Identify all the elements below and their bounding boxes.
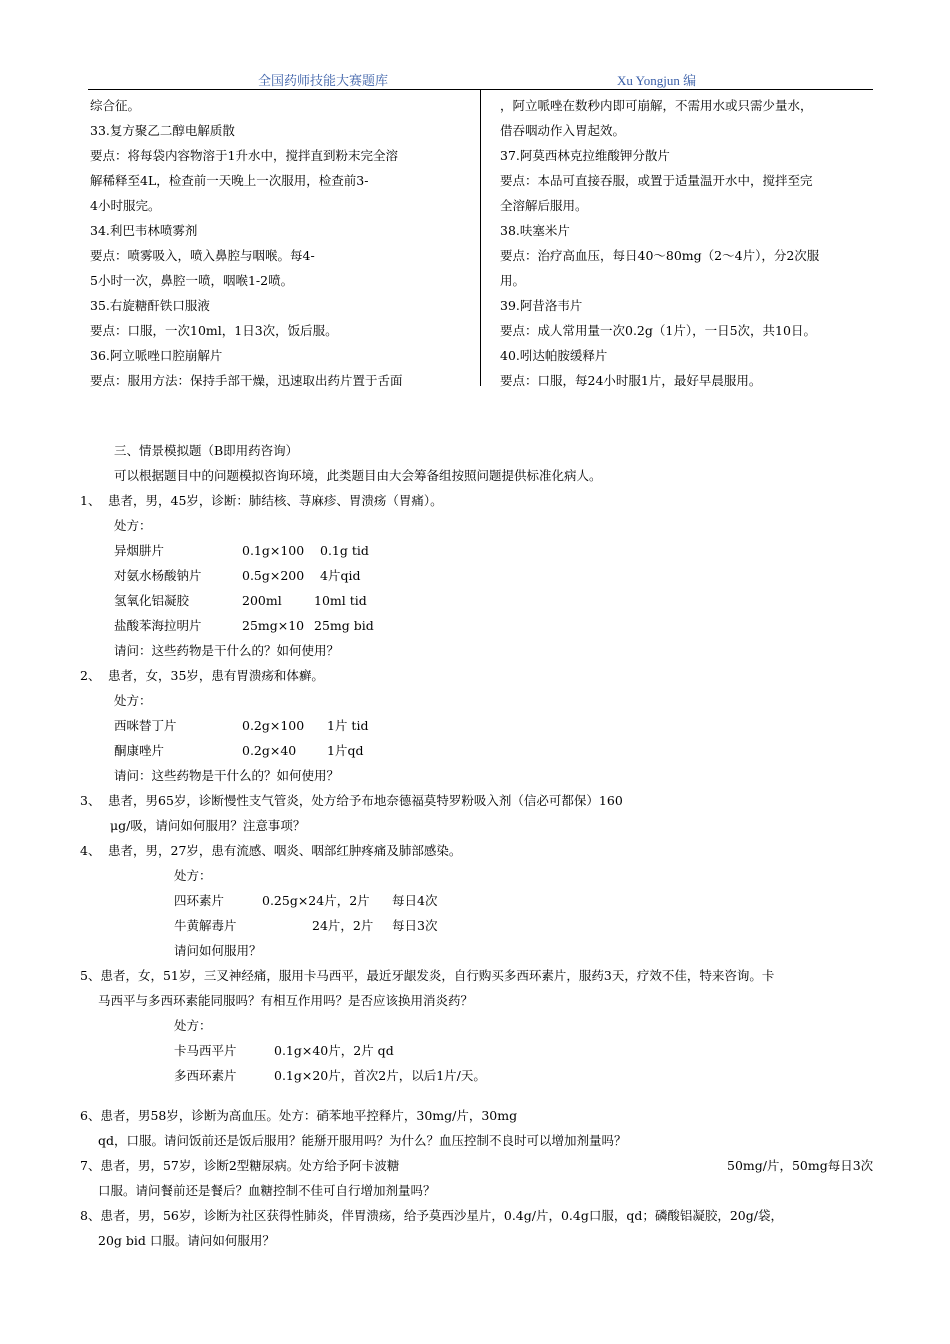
text-line: 要点：口服，每24小时服1片，最好早晨服用。 bbox=[500, 373, 762, 388]
drug-dose: 25mg bid bbox=[314, 618, 374, 633]
text-line: 用。 bbox=[500, 273, 526, 288]
drug-name: 盐酸苯海拉明片 bbox=[114, 618, 202, 633]
rx-label: 处方： bbox=[174, 868, 212, 883]
drug-dose: 4片qid bbox=[320, 568, 361, 583]
question-number: 2、 bbox=[80, 668, 101, 683]
drug-name: 酮康唑片 bbox=[114, 743, 165, 758]
text-line: 要点：治疗高血压，每日40～80mg（2～4片），分2次服 bbox=[500, 248, 820, 263]
drug-name: 牛黄解毒片 bbox=[174, 918, 237, 933]
text-line: 解稀释至4L，检查前一天晚上一次服用，检查前3- bbox=[90, 173, 369, 188]
drug-name: 异烟肼片 bbox=[114, 543, 165, 558]
drug-spec: 0.1g×20片，首次2片，以后1片/天。 bbox=[274, 1068, 486, 1083]
question-text-cont: qd，口服。请问饭前还是饭后服用？能掰开服用吗？为什么？血压控制不良时可以增加剂量吗？ bbox=[98, 1133, 627, 1148]
question-8: 8、患者，男，56岁，诊断为社区获得性肺炎，伴胃溃疡，给予莫西沙星片，0.4g/片，0.4g口服，qd；磷酸铝凝胶，20g/袋， bbox=[80, 1208, 783, 1223]
drug-row bbox=[114, 588, 367, 613]
text-line: 33.复方聚乙二醇电解质散 bbox=[90, 123, 235, 138]
drug-row bbox=[174, 1063, 486, 1088]
question-7: 7、患者，男，57岁，诊断2型糖尿病。处方给予阿卡波糖 bbox=[80, 1158, 400, 1173]
text-line: 全溶解后服用。 bbox=[500, 198, 588, 213]
drug-spec: 0.5g×200 bbox=[242, 568, 305, 583]
question-number: 4、 bbox=[80, 843, 101, 858]
drug-name: 对氨水杨酸钠片 bbox=[114, 568, 202, 583]
text-line: 34.利巴韦林喷雾剂 bbox=[90, 223, 198, 238]
rx-label: 处方： bbox=[114, 518, 152, 533]
drug-dose: 1片qd bbox=[327, 743, 364, 758]
question-4 bbox=[80, 838, 461, 863]
question-ask: 请问：这些药物是干什么的？如何使用？ bbox=[114, 643, 340, 658]
question-3 bbox=[80, 788, 623, 813]
left-column bbox=[90, 93, 475, 393]
drug-row bbox=[114, 538, 369, 563]
text-line: 40.吲达帕胺缓释片 bbox=[500, 348, 608, 363]
text-line: 5小时一次，鼻腔一喷，咽喉1-2喷。 bbox=[90, 273, 294, 288]
text-line: 要点：喷雾吸入，喷入鼻腔与咽喉。每4- bbox=[90, 248, 315, 263]
question-text-cont: μg/吸，请问如何服用？注意事项？ bbox=[110, 818, 306, 833]
drug-row bbox=[114, 738, 363, 763]
text-line: 4小时服完。 bbox=[90, 198, 161, 213]
drug-row bbox=[114, 563, 360, 588]
text-line: 借吞咽动作入胃起效。 bbox=[500, 123, 626, 138]
text-line: 要点：本品可直接吞服，或置于适量温开水中，搅拌至完 bbox=[500, 173, 813, 188]
drug-spec: 24片，2片 bbox=[312, 918, 374, 933]
text-line: 38.呋塞米片 bbox=[500, 223, 570, 238]
drug-row bbox=[174, 913, 437, 938]
drug-dose: 0.1g tid bbox=[320, 543, 369, 558]
text-line: 综合征。 bbox=[90, 98, 141, 113]
question-text: 患者，男，27岁，患有流感、咽炎、咽部红肿疼痛及肺部感染。 bbox=[108, 843, 462, 858]
drug-dose: 10ml tid bbox=[314, 593, 367, 608]
drug-name: 多西环素片 bbox=[174, 1068, 237, 1083]
drug-spec: 0.1g×40片，2片 qd bbox=[274, 1043, 394, 1058]
drug-spec: 0.1g×100 bbox=[242, 543, 305, 558]
drug-dose: 每日4次 bbox=[392, 893, 438, 908]
question-ask: 请问如何服用？ bbox=[174, 943, 262, 958]
rx-label: 处方： bbox=[174, 1018, 212, 1033]
question-2 bbox=[80, 663, 324, 688]
question-number: 3、 bbox=[80, 793, 101, 808]
question-5: 5、患者，女，51岁，三叉神经痛，服用卡马西平，最近牙龈发炎，自行购买多西环素片，服药3天，疗效不佳，特来咨询。卡 bbox=[80, 968, 775, 983]
section-title: 三、情景模拟题（B即用药咨询） bbox=[114, 443, 299, 458]
drug-name: 卡马西平片 bbox=[174, 1043, 237, 1058]
question-number: 1、 bbox=[80, 493, 101, 508]
text-line: 36.阿立哌唑口腔崩解片 bbox=[90, 348, 223, 363]
question-1 bbox=[80, 488, 443, 513]
question-text: 患者，男，45岁，诊断：肺结核、荨麻疹、胃溃疡（胃痛）。 bbox=[108, 493, 443, 508]
right-column bbox=[500, 93, 870, 393]
question-text-cont: 口服。请问餐前还是餐后？血糖控制不佳可自行增加剂量吗？ bbox=[98, 1183, 436, 1198]
drug-spec: 0.25g×24片，2片 bbox=[262, 893, 370, 908]
drug-row bbox=[174, 1038, 394, 1063]
section-intro: 可以根据题目中的问题模拟咨询环境，此类题目由大会筹备组按照问题提供标准化病人。 bbox=[114, 468, 602, 483]
question-text-cont: 20g bid 口服。请问如何服用？ bbox=[98, 1233, 275, 1248]
drug-spec: 200ml bbox=[242, 593, 282, 608]
drug-name: 四环素片 bbox=[174, 893, 225, 908]
question-text: 患者，男65岁，诊断慢性支气管炎，处方给予布地奈德福莫特罗粉吸入剂（信必可都保）160 bbox=[108, 793, 623, 808]
page-header-left: 全国药师技能大赛题库 bbox=[258, 73, 389, 88]
text-line: 要点：成人常用量一次0.2g（1片），一日5次，共10日。 bbox=[500, 323, 816, 338]
text-line: 39.阿昔洛韦片 bbox=[500, 298, 583, 313]
question-7-dose: 50mg/片，50mg每日3次 bbox=[727, 1158, 874, 1173]
text-line: 要点：口服，一次10ml，1日3次，饭后服。 bbox=[90, 323, 338, 338]
rx-label: 处方： bbox=[114, 693, 152, 708]
text-line: 要点：将每袋内容物溶于1升水中，搅拌直到粉末完全溶 bbox=[90, 148, 398, 163]
column-divider bbox=[480, 89, 481, 386]
drug-dose: 每日3次 bbox=[392, 918, 438, 933]
drug-dose: 1片 tid bbox=[327, 718, 369, 733]
text-line: 35.右旋糖酐铁口服液 bbox=[90, 298, 210, 313]
drug-row bbox=[114, 713, 368, 738]
drug-spec: 0.2g×40 bbox=[242, 743, 297, 758]
question-ask: 请问：这些药物是干什么的？如何使用？ bbox=[114, 768, 340, 783]
drug-row bbox=[174, 888, 437, 913]
drug-name: 氢氧化铝凝胶 bbox=[114, 593, 190, 608]
drug-name: 西咪替丁片 bbox=[114, 718, 177, 733]
drug-spec: 25mg×10 bbox=[242, 618, 305, 633]
question-6: 6、患者，男58岁，诊断为高血压。处方：硝苯地平控释片，30mg/片，30mg bbox=[80, 1108, 518, 1123]
text-line: 要点：服用方法：保持手部干燥，迅速取出药片置于舌面 bbox=[90, 373, 403, 388]
page-header-right: Xu Yongjun 编 bbox=[617, 73, 697, 88]
drug-spec: 0.2g×100 bbox=[242, 718, 305, 733]
drug-row bbox=[114, 613, 374, 638]
question-text-cont: 马西平与多西环素能同服吗？有相互作用吗？是否应该换用消炎药？ bbox=[98, 993, 474, 1008]
text-line: 37.阿莫西林克拉维酸钾分散片 bbox=[500, 148, 670, 163]
text-line: ，阿立哌唑在数秒内即可崩解，不需用水或只需少量水， bbox=[500, 98, 813, 113]
question-text: 患者，女，35岁，患有胃溃疡和体癣。 bbox=[108, 668, 324, 683]
